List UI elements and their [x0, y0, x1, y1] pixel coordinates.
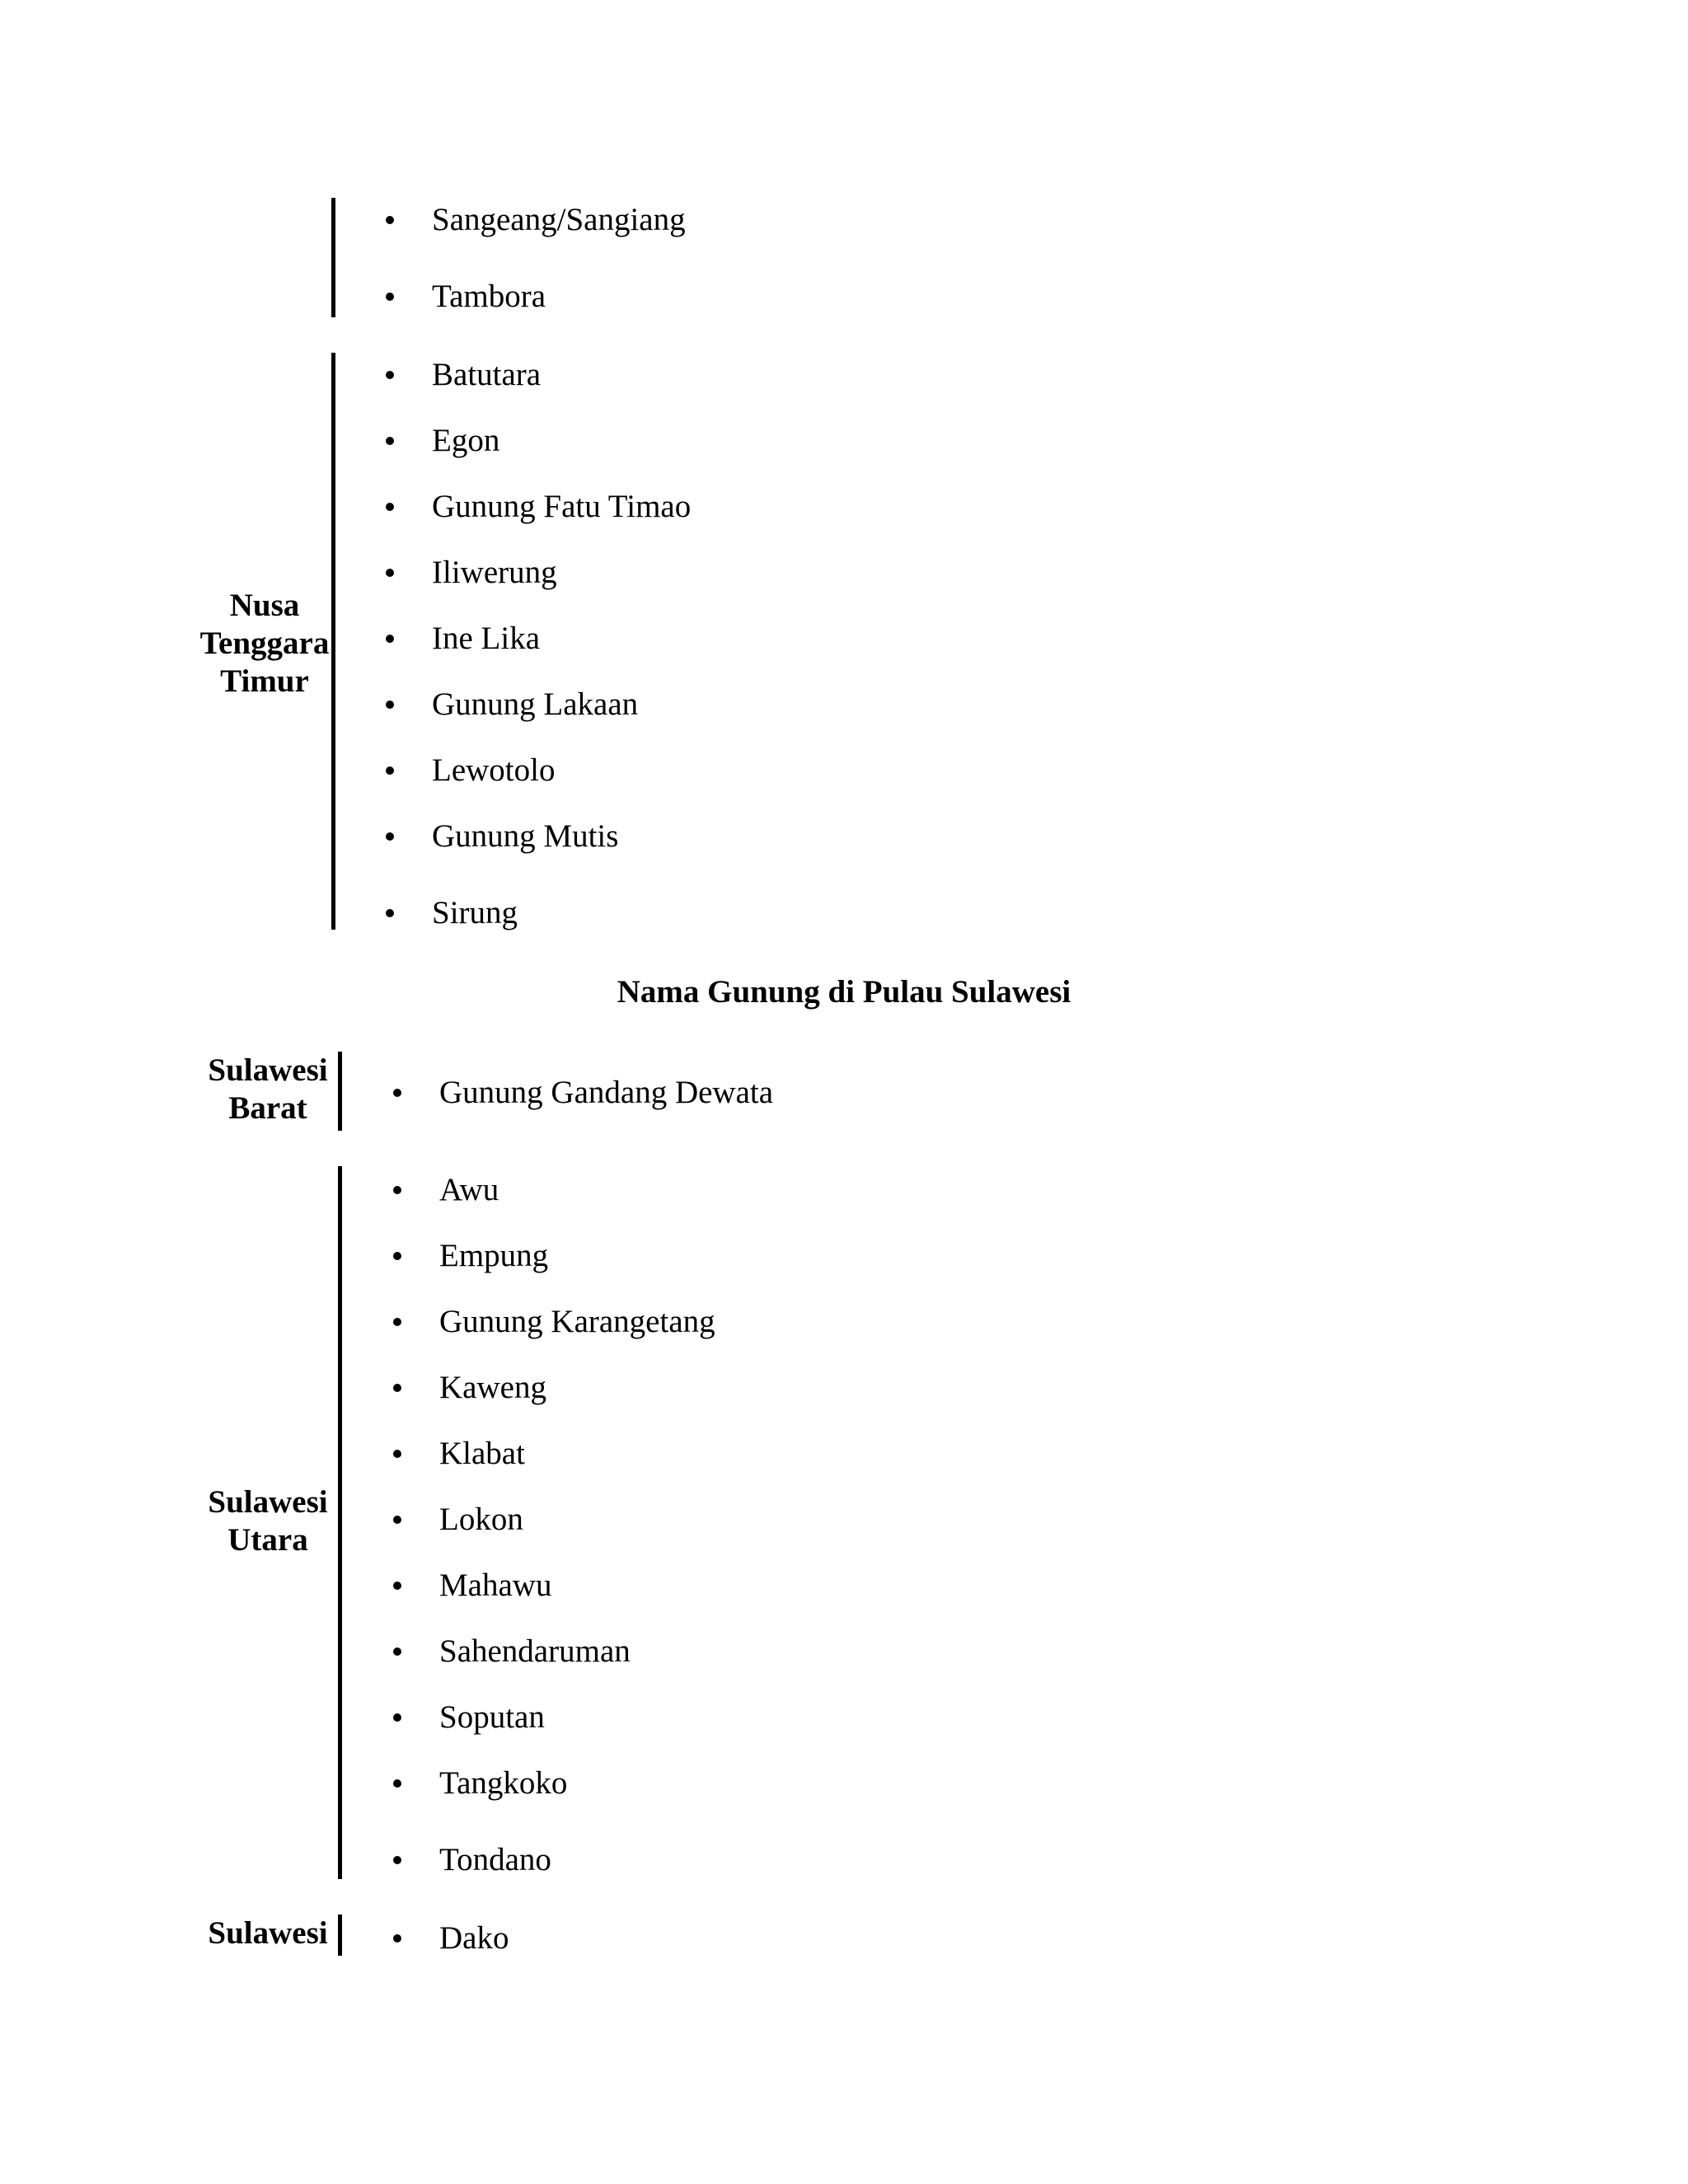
list-item: Ine Lika — [432, 621, 541, 656]
bullet-icon — [393, 1089, 401, 1097]
bullet-icon — [393, 1318, 401, 1326]
group-bracket — [331, 198, 335, 317]
list-item: Soputan — [439, 1699, 545, 1735]
bullet-icon — [386, 503, 394, 511]
list-item: Gunung Gandang Dewata — [439, 1075, 774, 1110]
bullet-icon — [393, 1856, 401, 1864]
bullet-icon — [393, 1934, 401, 1943]
bullet-icon — [393, 1450, 401, 1458]
bullet-icon — [386, 569, 394, 577]
section-title: Nama Gunung di Pulau Sulawesi — [617, 974, 1071, 1010]
group-label-sulawesi-barat — [190, 1052, 346, 1127]
list-item: Tambora — [432, 279, 546, 314]
bullet-icon — [386, 635, 394, 643]
group-bracket — [331, 353, 335, 930]
group-label-line: Sulawesi — [208, 1052, 328, 1088]
list-item: Sangeang/Sangiang — [432, 202, 686, 237]
group-label-line: Sulawesi — [208, 1915, 328, 1951]
list-item: Awu — [439, 1172, 499, 1207]
bullet-icon — [386, 371, 394, 379]
list-item: Gunung Lakaan — [432, 687, 639, 722]
list-item: Klabat — [439, 1436, 525, 1471]
bullet-icon — [393, 1186, 401, 1194]
bullet-icon — [386, 832, 394, 841]
list-item: Tondano — [439, 1842, 551, 1877]
group-label-line: Tenggara — [199, 626, 330, 661]
list-item: Gunung Mutis — [432, 818, 619, 854]
group-bracket — [338, 1915, 342, 1956]
list-item: Kaweng — [439, 1370, 546, 1405]
list-item: Egon — [432, 423, 500, 458]
list-item: Sahendaruman — [439, 1633, 631, 1669]
bullet-icon — [393, 1647, 401, 1656]
bullet-icon — [386, 216, 394, 224]
list-item: Batutara — [432, 357, 542, 392]
group-label-sulawesi-utara — [190, 1483, 346, 1559]
group-label-line: Sulawesi — [208, 1484, 328, 1520]
group-label-sulawesi — [190, 1915, 346, 1952]
list-item: Dako — [439, 1920, 509, 1956]
group-label-line: Nusa — [229, 588, 300, 623]
list-item: Mahawu — [439, 1568, 552, 1603]
list-item: Gunung Fatu Timao — [432, 489, 692, 524]
list-item: Lokon — [439, 1502, 523, 1537]
bullet-icon — [386, 701, 394, 709]
bullet-icon — [393, 1713, 401, 1722]
bullet-icon — [386, 766, 394, 775]
group-bracket — [338, 1052, 342, 1131]
list-item: Sirung — [432, 895, 518, 930]
group-label-line: Barat — [228, 1090, 307, 1126]
list-item: Lewotolo — [432, 752, 556, 788]
bullet-icon — [386, 437, 394, 445]
bullet-icon — [386, 909, 394, 917]
bullet-icon — [393, 1252, 401, 1260]
bullet-icon — [393, 1516, 401, 1524]
group-bracket — [338, 1166, 342, 1879]
list-item: Tangkoko — [439, 1765, 568, 1801]
bullet-icon — [393, 1384, 401, 1392]
group-label-line: Utara — [227, 1522, 308, 1558]
group-label-nusa-tenggara-timur — [190, 587, 340, 701]
list-item: Gunung Karangetang — [439, 1304, 715, 1339]
list-item: Iliwerung — [432, 555, 557, 590]
bullet-icon — [393, 1779, 401, 1788]
list-item: Empung — [439, 1238, 549, 1273]
bullet-icon — [393, 1582, 401, 1590]
group-label-line: Timur — [220, 663, 309, 699]
bullet-icon — [386, 293, 394, 301]
